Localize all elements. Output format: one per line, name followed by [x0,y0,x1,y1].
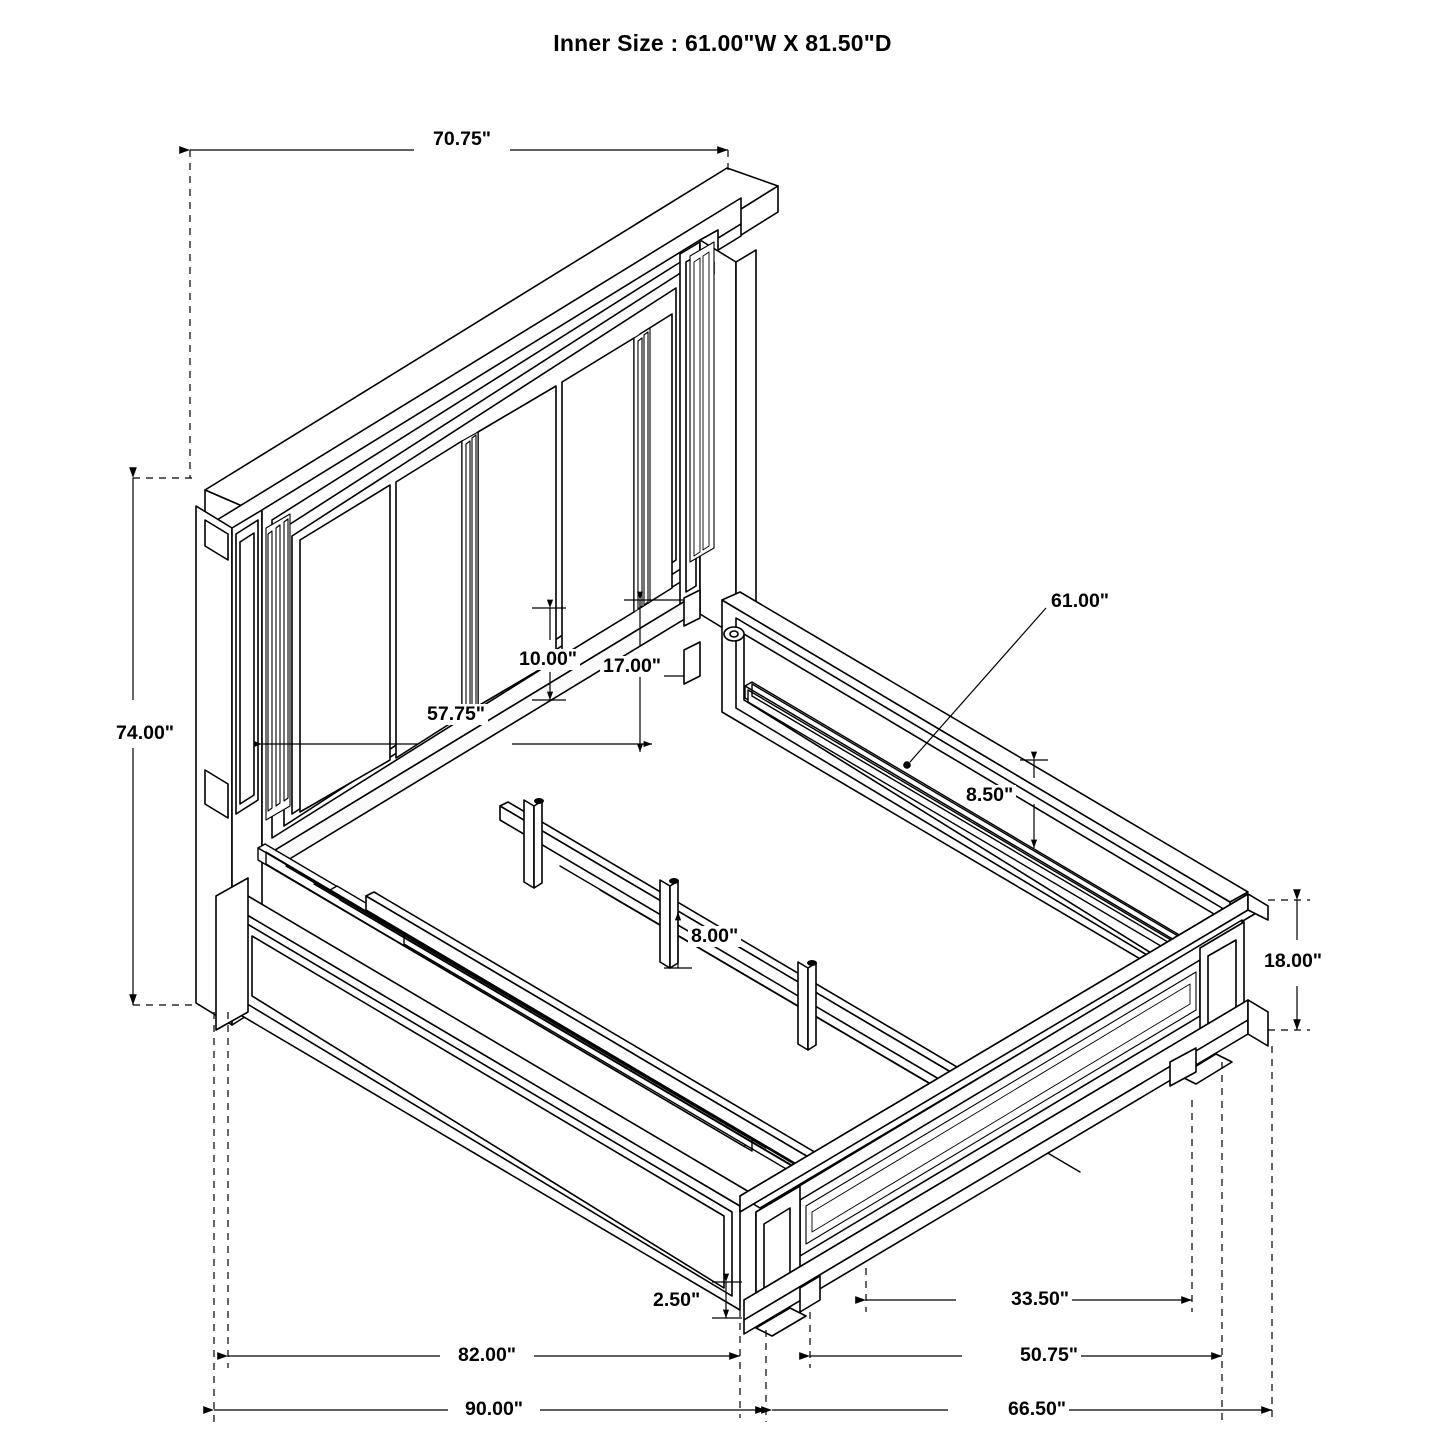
dim-61-00-leader [904,608,1046,768]
dim-70-75 [190,150,728,478]
dim-label-headboard-height: 74.00" [113,723,177,744]
dim-8-50 [1020,760,1048,848]
dim-label-panel-width: 57.75" [424,704,488,725]
page-title: Inner Size : 61.00"W X 81.50"D [553,30,892,56]
dim-label-overall-length: 90.00" [462,1399,526,1420]
dim-label-footboard-height: 18.00" [1261,951,1325,972]
dim-label-rail-width: 61.00" [1048,591,1112,612]
dim-label-panel-inner-height: 10.00" [516,649,580,670]
dim-label-overall-width: 66.50" [1005,1399,1069,1420]
dim-50-75 [810,1062,1222,1420]
dim-label-panel-height: 17.00" [600,656,664,677]
dim-label-footboard-base-height: 2.50" [650,1290,703,1311]
dim-label-rail-offset: 8.50" [963,785,1016,806]
dim-label-bed-length: 82.00" [455,1345,519,1366]
dim-2-50 [712,1282,742,1318]
dim-label-footboard-panel-width: 33.50" [1008,1289,1072,1310]
dim-label-slat-leg-height: 8.00" [688,926,741,947]
dim-label-overall-headboard-width: 70.75" [430,129,494,150]
dim-33-50 [866,1100,1192,1312]
dim-label-footboard-width-inner: 50.75" [1017,1345,1081,1366]
